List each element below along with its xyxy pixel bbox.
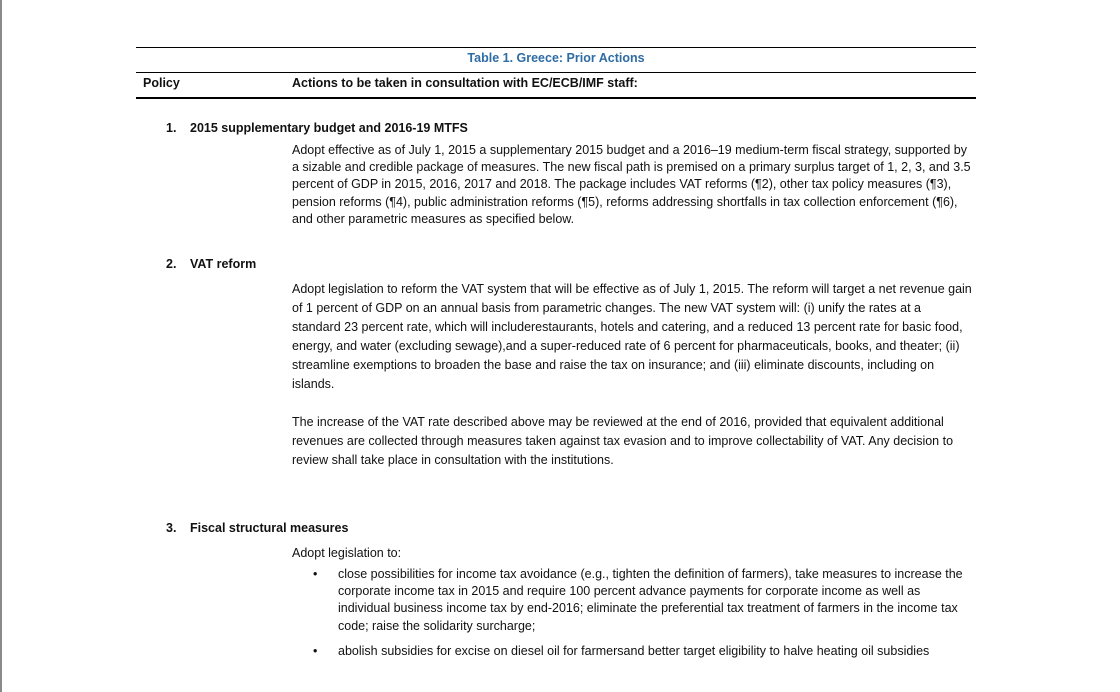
section-paragraph: Adopt legislation to reform the VAT system that will be effective as of July 1, 2015. The reform will target a net revenue gain of 1 percent of GDP on an annual basis from parametric changes. The new VAT system will: (i) unify the rates at a standard 23 percent rate, which will includerestaurants, hotels and catering, and a reduced 13 percent rate for basic food, energy, and water (excluding sewage),and a super-reduced rate of 6 percent for pharmaceuticals, books, and theater; (ii) streamline exemptions to broaden the base and raise the tax on insurance; and (iii) eliminate discounts, including on islands.: [292, 282, 972, 391]
section-heading-fiscal-structural: [166, 521, 348, 535]
list-item: [313, 643, 973, 663]
bullet-icon: •: [313, 567, 318, 581]
table-header-bottom-rule: [136, 97, 976, 99]
column-header-actions: Actions to be taken in consultation with EC/ECB/IMF staff:: [292, 76, 638, 90]
section-number: 2.: [166, 257, 177, 271]
section-heading-vat: [166, 257, 256, 271]
window-right-edge: [1106, 0, 1120, 692]
section-number: 1.: [166, 121, 177, 135]
section-title: VAT reform: [190, 257, 257, 271]
section-paragraph: Adopt effective as of July 1, 2015 a supplementary 2015 budget and a 2016–19 medium-term fiscal strategy, supported by a sizable and credible package of measures. The new fiscal path is premised on a primary surplus target of 1, 2, 3, and 3.5 percent of GDP in 2015, 2016, 2017 and 2018. The package includes VAT reforms (¶2), other tax policy measures (¶3), pension reforms (¶4), public administration reforms (¶5), reforms addressing shortfalls in tax collection enforcement (¶6), and other parametric measures as specified below.: [292, 143, 971, 226]
table-title: Table 1. Greece: Prior Actions: [467, 51, 645, 65]
section-title: Fiscal structural measures: [190, 521, 349, 535]
section-heading-budget: [166, 121, 468, 135]
table-top-rule: [136, 47, 976, 48]
column-header-policy: Policy: [143, 76, 180, 90]
list-item-text: abolish subsidies for excise on diesel oil for farmersand better target eligibility to halve heating oil subsidies: [338, 644, 930, 658]
bullet-icon: •: [313, 644, 318, 658]
section-title: 2015 supplementary budget and 2016-19 MTFS: [190, 121, 468, 135]
list-item: [313, 566, 973, 636]
section-paragraph: The increase of the VAT rate described above may be reviewed at the end of 2016, provided that equivalent additional revenues are collected through measures taken against tax evasion and to improve collectability of VAT. Any decision to review shall take place in consultation with the institutions.: [292, 415, 954, 467]
list-item-text: close possibilities for income tax avoidance (e.g., tighten the definition of farmers), take measures to increase the corporate income tax in 2015 and require 100 percent advance payments for corporate income as well as individual business income tax by end-2016; eliminate the preferential tax treatment of farmers in the income tax code; raise the solidarity surcharge;: [338, 567, 963, 633]
table-header-rule: [136, 72, 976, 73]
section-intro: Adopt legislation to:: [292, 546, 402, 560]
section-number: 3.: [166, 521, 177, 535]
